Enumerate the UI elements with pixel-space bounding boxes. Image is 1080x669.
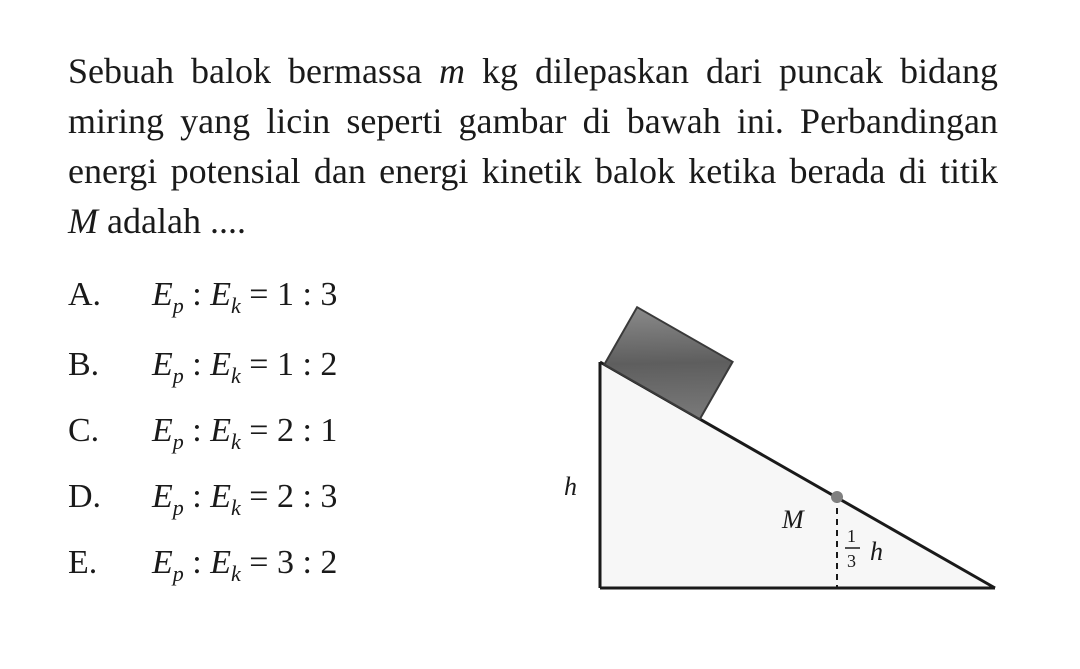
fraction-numerator: 1 <box>847 526 856 546</box>
option-letter: B. <box>68 346 100 383</box>
option-formula <box>152 538 337 591</box>
height-label: h <box>564 472 577 501</box>
ek-symbol: E <box>210 276 232 313</box>
ratio-value: = 1 : 2 <box>240 346 338 383</box>
ratio-separator: : <box>183 412 211 449</box>
ek-symbol: E <box>210 478 232 515</box>
ek-subscript: k <box>231 293 241 318</box>
ratio-separator: : <box>183 276 211 313</box>
ep-subscript: p <box>172 363 184 388</box>
ep-subscript: p <box>172 429 184 454</box>
option-formula <box>152 406 337 459</box>
ek-subscript: k <box>231 363 241 388</box>
option-formula <box>152 472 337 525</box>
ep-subscript: p <box>172 293 184 318</box>
ek-symbol: E <box>210 346 232 383</box>
question-part-2: kg dilepaskan dari puncak bidang miring yang licin seperti gambar di bawah ini. Perbandingan energi potensial dan energi kinetik balok ketika berada di titik <box>68 51 999 191</box>
ep-subscript: p <box>172 495 184 520</box>
point-m-marker <box>831 491 843 503</box>
ek-symbol: E <box>210 544 232 581</box>
ek-subscript: k <box>231 495 241 520</box>
ratio-value: = 3 : 2 <box>240 544 338 581</box>
ratio-value: = 2 : 1 <box>240 412 338 449</box>
option-letter: A. <box>68 276 102 313</box>
ek-symbol: E <box>210 412 232 449</box>
ep-symbol: E <box>152 544 173 581</box>
point-variable: M <box>68 201 98 241</box>
question-part-3: adalah .... <box>98 201 246 241</box>
ratio-value: = 1 : 3 <box>240 276 338 313</box>
inclined-plane-figure <box>550 290 1020 610</box>
option-formula <box>152 340 337 393</box>
option-letter: D. <box>68 478 102 515</box>
ep-symbol: E <box>152 346 173 383</box>
ratio-value: = 2 : 3 <box>240 478 338 515</box>
option-formula <box>152 270 337 323</box>
ek-subscript: k <box>231 429 241 454</box>
option-letter: E. <box>68 544 98 581</box>
question-part-1: Sebuah balok bermassa <box>68 51 439 91</box>
ratio-separator: : <box>183 478 211 515</box>
option-letter: C. <box>68 412 100 449</box>
ep-symbol: E <box>152 412 173 449</box>
ek-subscript: k <box>231 561 241 586</box>
ep-subscript: p <box>172 561 184 586</box>
ratio-separator: : <box>183 544 211 581</box>
ep-symbol: E <box>152 478 173 515</box>
question-text <box>68 46 998 246</box>
ratio-separator: : <box>183 346 211 383</box>
point-m-label: M <box>782 505 804 534</box>
ep-symbol: E <box>152 276 173 313</box>
fraction-denominator: 3 <box>847 551 856 571</box>
mass-variable: m <box>439 51 465 91</box>
third-height-label: h <box>870 537 883 566</box>
